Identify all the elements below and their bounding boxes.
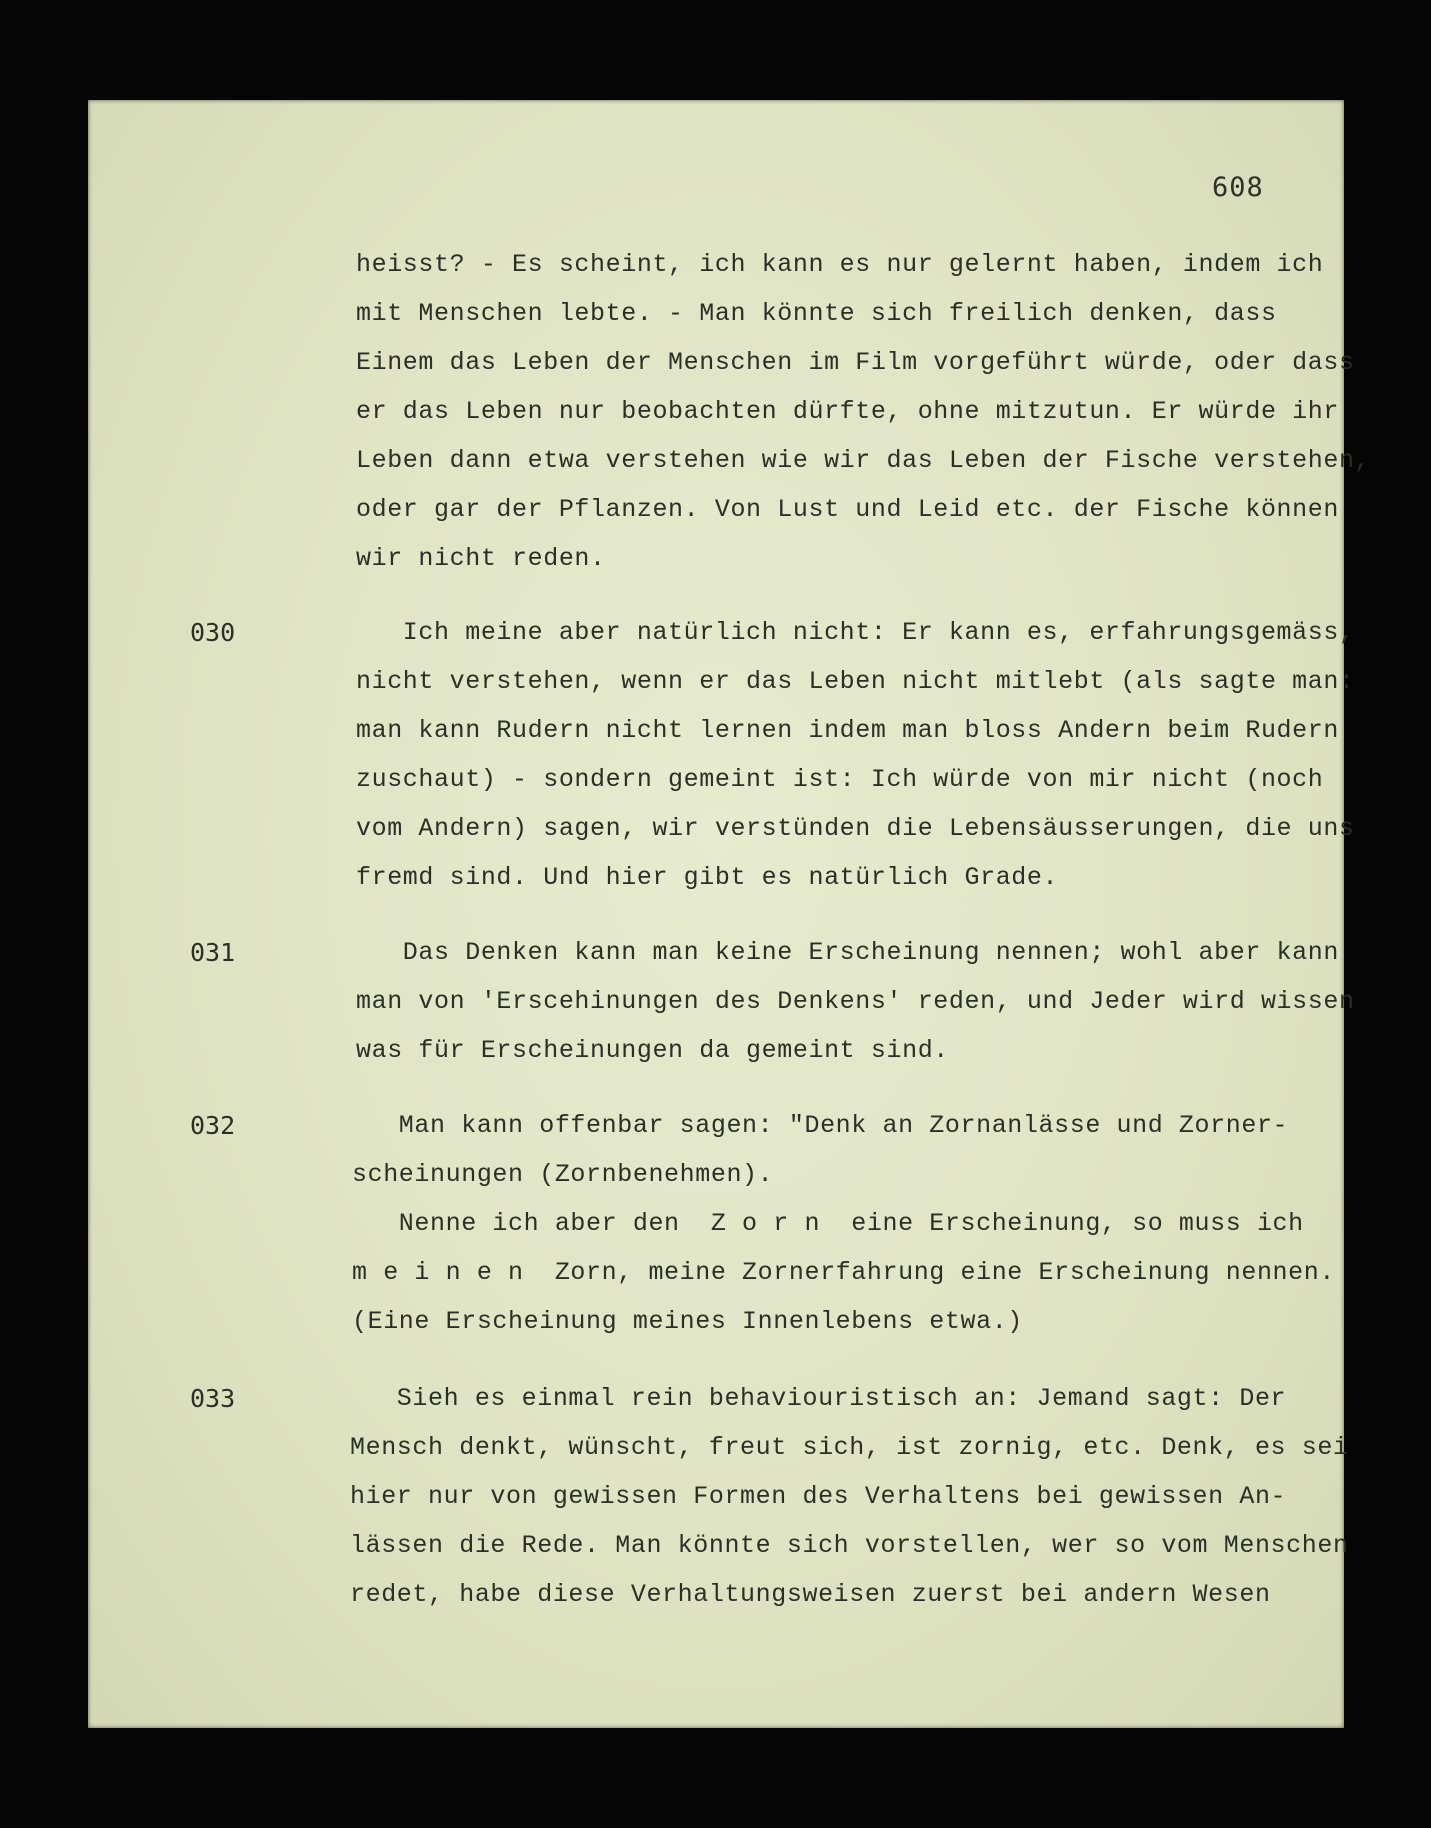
- text-line: mit Menschen lebte. - Man könnte sich freilich denken, dass: [356, 299, 1277, 328]
- text-line: Man kann offenbar sagen: "Denk an Zornanlässe und Zorner-: [352, 1111, 1289, 1140]
- text-line: Sieh es einmal rein behaviouristisch an: Jemand sagt: Der: [350, 1384, 1287, 1413]
- text-line: redet, habe diese Verhaltungsweisen zuerst bei andern Wesen: [350, 1580, 1271, 1609]
- text-line: wir nicht reden.: [356, 544, 606, 573]
- text-line: zuschaut) - sondern gemeint ist: Ich würde von mir nicht (noch: [356, 765, 1324, 794]
- section-number: 032: [190, 1111, 236, 1140]
- text-line: fremd sind. Und hier gibt es natürlich Grade.: [356, 863, 1059, 892]
- section-number: 033: [190, 1384, 236, 1413]
- text-line: Ich meine aber natürlich nicht: Er kann es, erfahrungsgemäss,: [356, 618, 1355, 647]
- text-line: m e i n e n Zorn, meine Zornerfahrung eine Erscheinung nennen.: [352, 1258, 1335, 1287]
- text-line: oder gar der Pflanzen. Von Lust und Leid etc. der Fische können: [356, 495, 1339, 524]
- text-line: hier nur von gewissen Formen des Verhaltens bei gewissen An-: [350, 1482, 1287, 1511]
- text-line: nicht verstehen, wenn er das Leben nicht mitlebt (als sagte man:: [356, 667, 1355, 696]
- text-line: Nenne ich aber den Z o r n eine Erscheinung, so muss ich: [352, 1209, 1304, 1238]
- text-line: Das Denken kann man keine Erscheinung nennen; wohl aber kann: [356, 938, 1339, 967]
- text-line: Mensch denkt, wünscht, freut sich, ist zornig, etc. Denk, es sei: [350, 1433, 1349, 1462]
- text-line: man von 'Erscehinungen des Denkens' reden, und Jeder wird wissen: [356, 987, 1355, 1016]
- text-line: (Eine Erscheinung meines Innenlebens etwa.): [352, 1307, 1023, 1336]
- text-line: Einem das Leben der Menschen im Film vorgeführt würde, oder dass: [356, 348, 1355, 377]
- section-number: 030: [190, 618, 236, 647]
- text-line: Leben dann etwa verstehen wie wir das Leben der Fische verstehen,: [356, 446, 1371, 475]
- text-line: lässen die Rede. Man könnte sich vorstellen, wer so vom Menschen: [350, 1531, 1349, 1560]
- text-line: er das Leben nur beobachten dürfte, ohne mitzutun. Er würde ihr: [356, 397, 1339, 426]
- text-line: was für Erscheinungen da gemeint sind.: [356, 1036, 949, 1065]
- section-number: 031: [190, 938, 236, 967]
- text-line: man kann Rudern nicht lernen indem man bloss Andern beim Rudern: [356, 716, 1339, 745]
- page-number: 608: [1212, 172, 1264, 203]
- text-line: scheinungen (Zornbenehmen).: [352, 1160, 774, 1189]
- text-line: heisst? - Es scheint, ich kann es nur gelernt haben, indem ich: [356, 250, 1324, 279]
- text-line: vom Andern) sagen, wir verstünden die Lebensäusserungen, die uns: [356, 814, 1355, 843]
